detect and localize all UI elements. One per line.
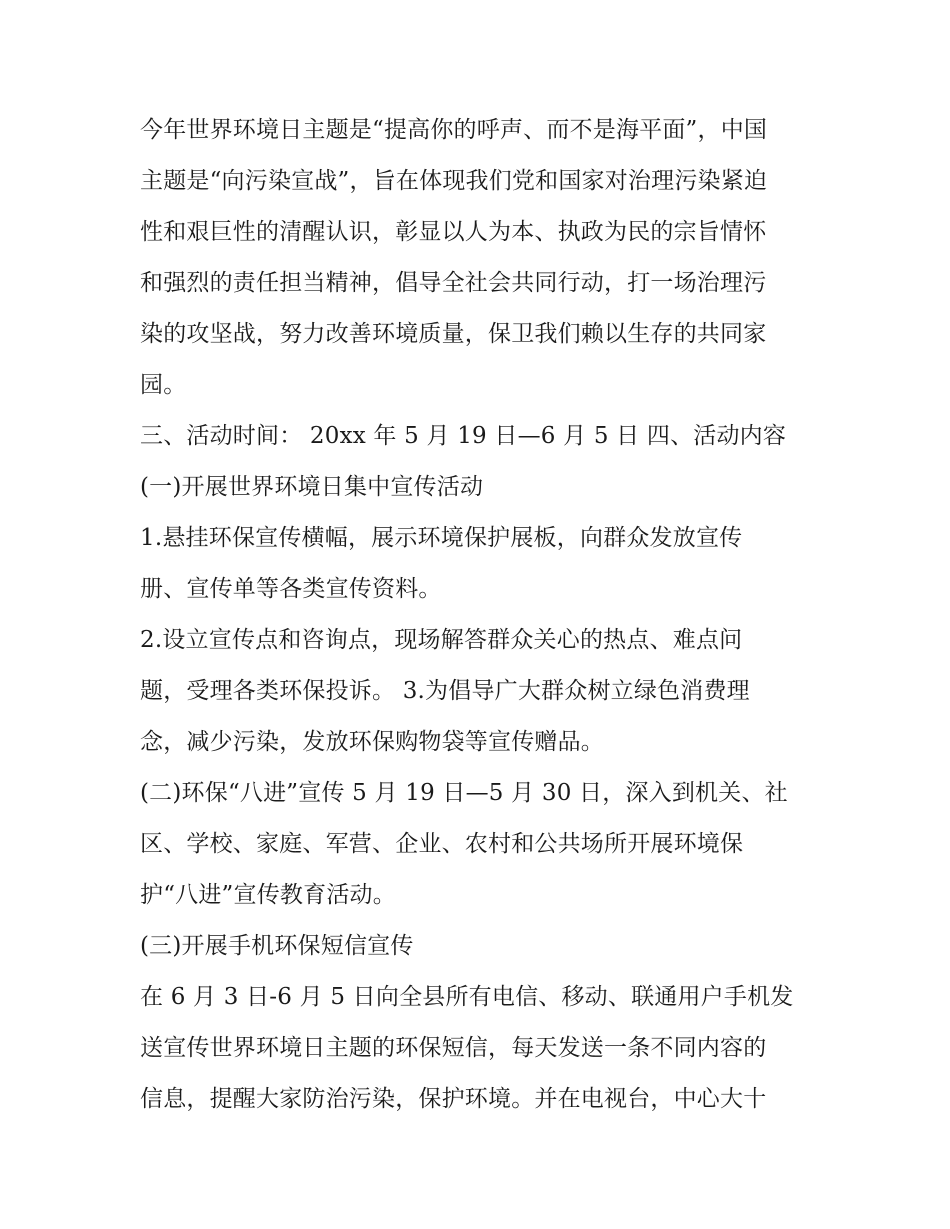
section-heading: 三、活动时间： 20xx 年 5 月 19 日—6 月 5 日 四、活动内容 bbox=[140, 423, 787, 449]
text-line: 和强烈的责任担当精神，倡导全社会共同行动，打一场治理污 bbox=[140, 270, 767, 296]
text-line: 送宣传世界环境日主题的环保短信，每天发送一条不同内容的 bbox=[140, 1035, 767, 1061]
text-line: 染的攻坚战，努力改善环境质量，保卫我们赖以生存的共同家 bbox=[140, 321, 767, 347]
text-line: 护“八进”宣传教育活动。 bbox=[140, 882, 396, 908]
text-line: 1.悬挂环保宣传横幅，展示环境保护展板，向群众发放宣传 bbox=[140, 525, 743, 551]
text-line: 念，减少污染，发放环保购物袋等宣传赠品。 bbox=[140, 729, 604, 755]
subsection-heading: (三)开展手机环保短信宣传 bbox=[140, 933, 414, 959]
text-line: 信息，提醒大家防治污染，保护环境。并在电视台，中心大十 bbox=[140, 1086, 767, 1112]
text-line: 今年世界环境日主题是“提高你的呼声、而不是海平面”，中国 bbox=[140, 117, 768, 143]
subsection-heading: (二)环保“八进”宣传 5 月 19 日—5 月 30 日，深入到机关、社 bbox=[140, 780, 788, 806]
text-line: 主题是“向污染宣战”，旨在体现我们党和国家对治理污染紧迫 bbox=[140, 168, 768, 194]
text-line: 册、宣传单等各类宣传资料。 bbox=[140, 576, 442, 602]
document-body bbox=[140, 105, 820, 1125]
text-line: 园。 bbox=[140, 372, 187, 398]
text-line: 性和艰巨性的清醒认识，彰显以人为本、执政为民的宗旨情怀 bbox=[140, 219, 767, 245]
text-line: 题，受理各类环保投诉。 3.为倡导广大群众树立绿色消费理 bbox=[140, 678, 750, 704]
subsection-heading: (一)开展世界环境日集中宣传活动 bbox=[140, 474, 484, 500]
text-line: 2.设立宣传点和咨询点，现场解答群众关心的热点、难点问 bbox=[140, 627, 743, 653]
text-line: 在 6 月 3 日-6 月 5 日向全县所有电信、移动、联通用户手机发 bbox=[140, 984, 794, 1010]
text-line: 区、学校、家庭、军营、企业、农村和公共场所开展环境保 bbox=[140, 831, 744, 857]
